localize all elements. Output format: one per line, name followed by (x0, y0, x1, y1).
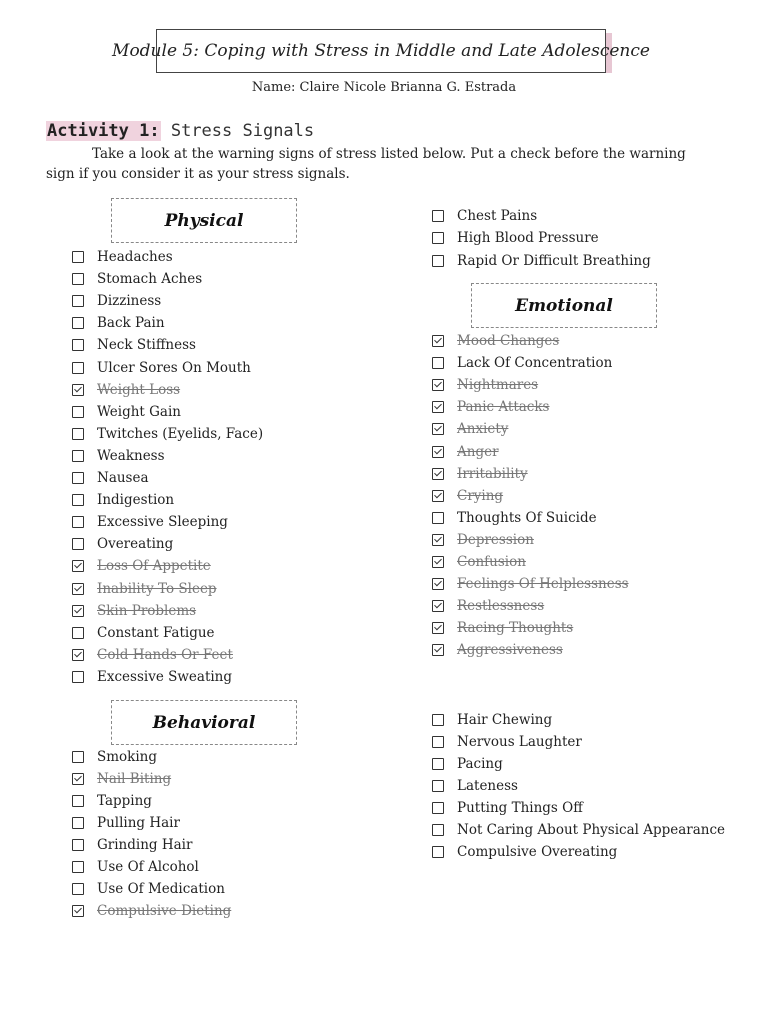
checklist-item (432, 798, 583, 818)
checklist-item-label: Neck Stiffness (97, 337, 196, 354)
checklist-item-label: Anxiety (457, 421, 509, 438)
checkbox-icon[interactable] (72, 406, 84, 418)
checklist-item (72, 601, 196, 621)
checklist-item (432, 375, 538, 395)
checklist-item (72, 269, 202, 289)
checked-checkbox-icon[interactable] (72, 583, 84, 595)
checklist-item (72, 402, 181, 422)
checked-checkbox-icon[interactable] (432, 468, 444, 480)
checklist-item-label: Excessive Sleeping (97, 514, 228, 531)
checklist-item (72, 667, 232, 687)
checked-checkbox-icon[interactable] (432, 600, 444, 612)
checkbox-icon[interactable] (72, 339, 84, 351)
checklist-item (432, 331, 559, 351)
checkbox-icon[interactable] (72, 295, 84, 307)
checkbox-icon[interactable] (432, 232, 444, 244)
checklist-item-label: Ulcer Sores On Mouth (97, 359, 251, 376)
checklist-item-label: Nail Biting (97, 771, 172, 787)
activity-heading (46, 121, 314, 141)
checklist-item (72, 335, 196, 355)
module-title: Module 5: Coping with Stress in Middle and Late Adolescence (156, 29, 606, 73)
checkbox-icon[interactable] (72, 472, 84, 484)
checklist-item-label: Loss Of Appetite (97, 558, 211, 575)
checklist-item (72, 747, 157, 767)
checklist-item (72, 512, 228, 532)
checklist-item-label: Back Pain (97, 315, 165, 332)
checked-checkbox-icon[interactable] (432, 534, 444, 546)
checkbox-icon[interactable] (72, 817, 84, 829)
checklist-item (432, 464, 528, 484)
checklist-item (72, 857, 199, 877)
checklist-item-label: Excessive Sweating (97, 668, 233, 685)
checkbox-icon[interactable] (72, 839, 84, 851)
checkbox-icon[interactable] (432, 255, 444, 267)
checklist-item-label: Feelings Of Helplessness (457, 576, 629, 593)
checklist-item (72, 247, 173, 267)
checklist-item-label: Aggressiveness (457, 642, 563, 659)
checklist-item (432, 552, 526, 572)
checkbox-icon[interactable] (72, 251, 84, 263)
checkbox-icon[interactable] (72, 317, 84, 329)
checklist-item-label: Mood Changes (457, 333, 560, 349)
checklist-item (432, 618, 573, 638)
checked-checkbox-icon[interactable] (72, 560, 84, 572)
checklist-item-label: Pulling Hair (97, 815, 180, 831)
checklist-item-label: High Blood Pressure (457, 230, 599, 247)
checklist-item-label: Indigestion (97, 492, 175, 509)
checklist-item (72, 556, 211, 576)
checklist-item (432, 842, 617, 862)
checklist-item (72, 645, 233, 665)
checklist-item-label: Nervous Laughter (457, 734, 582, 750)
checked-checkbox-icon[interactable] (72, 649, 84, 661)
checked-checkbox-icon[interactable] (432, 490, 444, 502)
checklist-item (72, 468, 149, 488)
emotional-header: Emotional (471, 283, 657, 328)
checklist-item (72, 813, 180, 833)
checklist-item-label: Crying (457, 487, 504, 504)
checkbox-icon[interactable] (72, 516, 84, 528)
checklist-item (72, 791, 152, 811)
checklist-item-label: Nightmares (457, 377, 539, 394)
checkbox-icon[interactable] (432, 780, 444, 792)
checklist-item-label: Chest Pains (457, 208, 538, 224)
checklist-item-label: Hair Chewing (457, 712, 553, 728)
checklist-item-label: Depression (457, 531, 534, 548)
checklist-item (432, 228, 599, 248)
checklist-item (72, 358, 251, 378)
checklist-item (72, 901, 231, 921)
checklist-item-label: Confusion (457, 554, 526, 570)
checklist-item-label: Grinding Hair (97, 837, 193, 853)
checkbox-icon[interactable] (72, 883, 84, 895)
checkbox-icon[interactable] (72, 671, 84, 683)
checklist-item-label: Cold Hands Or Feet (97, 646, 233, 663)
checklist-item (72, 623, 215, 643)
checkbox-icon[interactable] (72, 450, 84, 462)
checklist-item-label: Rapid Or Difficult Breathing (457, 252, 651, 269)
checklist-item (432, 353, 612, 373)
student-name: Name: Claire Nicole Brianna G. Estrada (251, 80, 517, 95)
checked-checkbox-icon[interactable] (432, 644, 444, 656)
checklist-item (72, 446, 165, 466)
checklist-item-label: Stomach Aches (97, 271, 203, 288)
checklist-item (432, 206, 537, 226)
checklist-item (72, 579, 217, 599)
checklist-item-label: Weight Loss (97, 381, 181, 398)
checklist-item-label: Racing Thoughts (457, 620, 574, 637)
checklist-item-label: Weakness (97, 447, 165, 464)
checklist-item (72, 380, 180, 400)
checklist-item-label: Skin Problems (97, 602, 197, 619)
checklist-item-label: Restlessness (457, 598, 545, 615)
checked-checkbox-icon[interactable] (72, 384, 84, 396)
checkbox-icon[interactable] (432, 357, 444, 369)
checked-checkbox-icon[interactable] (432, 423, 444, 435)
checked-checkbox-icon[interactable] (72, 773, 84, 785)
checklist-item-label: Lateness (457, 778, 518, 794)
checkbox-icon[interactable] (432, 736, 444, 748)
behavioral-header: Behavioral (111, 700, 297, 745)
checklist-item (432, 508, 597, 528)
checkbox-icon[interactable] (72, 751, 84, 763)
checklist-item (72, 769, 171, 789)
checklist-item (72, 313, 165, 333)
checklist-item (72, 424, 263, 444)
checklist-item (432, 732, 582, 752)
checklist-item (72, 291, 161, 311)
checklist-item-label: Weight Gain (97, 403, 181, 420)
checkbox-icon[interactable] (72, 861, 84, 873)
checklist-item-label: Use Of Medication (97, 881, 225, 897)
checklist-item (72, 835, 192, 855)
checklist-item-label: Twitches (Eyelids, Face) (97, 425, 264, 442)
checklist-item (432, 530, 534, 550)
checklist-item-label: Use Of Alcohol (97, 859, 199, 875)
checklist-item-label: Constant Fatigue (97, 624, 215, 641)
checked-checkbox-icon[interactable] (72, 605, 84, 617)
checklist-item (432, 442, 499, 462)
checklist-item (432, 776, 518, 796)
checklist-item (432, 574, 629, 594)
checklist-item-label: Not Caring About Physical Appearance (457, 822, 726, 838)
checklist-item-label: Tapping (97, 793, 152, 809)
checkbox-icon[interactable] (432, 758, 444, 770)
checklist-item-label: Compulsive Dieting (97, 903, 232, 919)
physical-header: Physical (111, 198, 297, 243)
checklist-item-label: Thoughts Of Suicide (457, 509, 597, 526)
checkbox-icon[interactable] (432, 714, 444, 726)
checkbox-icon[interactable] (72, 362, 84, 374)
checked-checkbox-icon[interactable] (432, 446, 444, 458)
checked-checkbox-icon[interactable] (432, 578, 444, 590)
checklist-item (432, 251, 651, 271)
checklist-item-label: Inability To Sleep (97, 580, 217, 597)
checkbox-icon[interactable] (432, 512, 444, 524)
checklist-item-label: Putting Things Off (457, 800, 583, 816)
checkbox-icon[interactable] (72, 538, 84, 550)
checklist-item (72, 490, 174, 510)
checkbox-icon[interactable] (432, 210, 444, 222)
checked-checkbox-icon[interactable] (432, 622, 444, 634)
checklist-item-label: Lack Of Concentration (457, 355, 613, 372)
activity-name: Stress Signals (170, 121, 315, 141)
checklist-item (72, 534, 173, 554)
checklist-item-label: Nausea (97, 470, 149, 486)
checkbox-icon[interactable] (432, 802, 444, 814)
checkbox-icon[interactable] (72, 795, 84, 807)
checklist-item (432, 596, 544, 616)
checklist-item-label: Dizziness (97, 293, 162, 310)
checkbox-icon[interactable] (72, 428, 84, 440)
checklist-item (432, 486, 503, 506)
checklist-item (432, 754, 503, 774)
checklist-item-label: Anger (457, 443, 499, 460)
checked-checkbox-icon[interactable] (432, 335, 444, 347)
checkbox-icon[interactable] (72, 273, 84, 285)
checklist-item (432, 397, 549, 417)
activity-label: Activity 1: (47, 121, 160, 141)
checkbox-icon[interactable] (432, 846, 444, 858)
checklist-item (432, 820, 725, 840)
checked-checkbox-icon[interactable] (432, 379, 444, 391)
checklist-item-label: Irritability (457, 465, 528, 482)
checklist-item-label: Overeating (97, 536, 174, 553)
checkbox-icon[interactable] (432, 824, 444, 836)
module-title-frame (112, 29, 650, 74)
checkbox-icon[interactable] (72, 627, 84, 639)
checklist-item (72, 879, 225, 899)
checklist-item (432, 640, 563, 660)
checked-checkbox-icon[interactable] (432, 556, 444, 568)
instructions (46, 144, 686, 184)
checklist-item-label: Pacing (457, 756, 503, 772)
checklist-item-label: Panic Attacks (457, 399, 550, 416)
checklist-item-label: Headaches (97, 249, 173, 265)
checklist-item (432, 710, 552, 730)
checkbox-icon[interactable] (72, 494, 84, 506)
instructions-text: Take a look at the warning signs of stress listed below. Put a check before the warning sign if you consider it as your stress signals. (46, 146, 686, 182)
checked-checkbox-icon[interactable] (432, 401, 444, 413)
checklist-item (432, 419, 508, 439)
checklist-item-label: Smoking (97, 749, 158, 765)
checklist-item-label: Compulsive Overeating (457, 844, 618, 860)
checked-checkbox-icon[interactable] (72, 905, 84, 917)
